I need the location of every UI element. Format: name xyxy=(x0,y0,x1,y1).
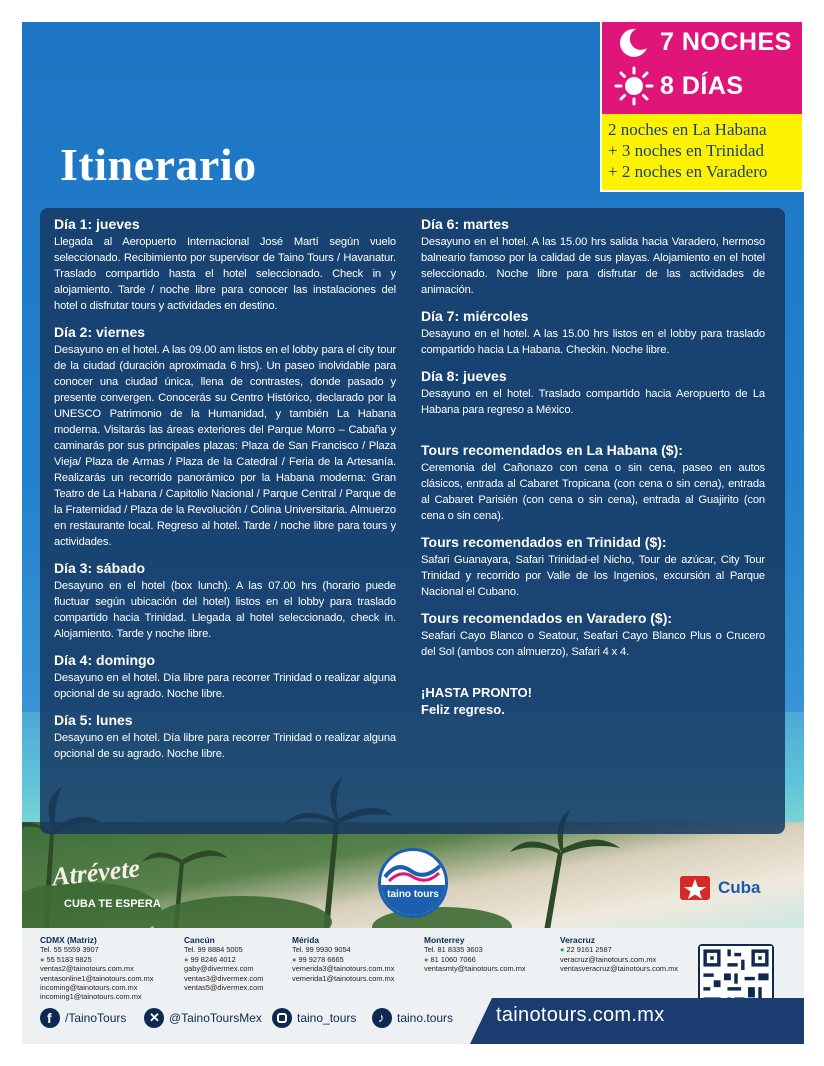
stays-panel xyxy=(602,114,802,190)
instagram-label: taino_tours xyxy=(297,1011,357,1025)
contact-email[interactable]: ventas5@divermex.com xyxy=(184,983,264,993)
contact-city: CDMX (Matriz) xyxy=(40,935,97,945)
tours-text: Seafari Cayo Blanco o Seatour, Seafari Cayo Blanco Plus o Crucero del Sol (ambos con almuerzo), Safari 4 x 4. xyxy=(421,630,765,658)
page-title: Itinerario xyxy=(60,139,257,190)
contact-email[interactable]: vemerida3@tainotours.com.mx xyxy=(292,964,395,974)
day-block xyxy=(54,324,396,550)
day-block xyxy=(54,216,396,314)
moon-icon xyxy=(616,26,650,60)
whatsapp-icon: ● xyxy=(424,954,429,964)
tours-heading: Tours recomendados en Varadero ($): xyxy=(421,610,673,626)
contact-city: Mérida xyxy=(292,935,319,945)
taino-logo-text: taino tours xyxy=(387,889,439,900)
tiktok-icon: ♪ xyxy=(372,1008,392,1028)
day-block xyxy=(421,368,765,418)
facebook-icon: f xyxy=(40,1008,60,1028)
tours-block xyxy=(421,534,765,600)
whatsapp-number xyxy=(560,945,680,954)
contact-email[interactable]: ventas3@divermex.com xyxy=(184,973,264,983)
contact-phone: Tel. 55 5559 3907 xyxy=(40,945,99,955)
star-icon xyxy=(678,870,712,904)
instagram-link[interactable] xyxy=(272,1006,356,1030)
whatsapp-text: 99 8246 4012 xyxy=(190,954,236,964)
instagram-icon xyxy=(272,1008,292,1028)
whatsapp-number xyxy=(40,955,160,964)
itinerary-panel xyxy=(40,208,785,834)
contact-merida xyxy=(292,936,412,983)
contact-cancun xyxy=(184,936,304,992)
day-text: Desayuno en el hotel. Día libre para recorrer Trinidad o realizar alguna opcional de su agrado. Noche libre. xyxy=(54,672,396,700)
x-link[interactable] xyxy=(144,1006,262,1030)
day-heading: Día 5: lunes xyxy=(54,712,133,728)
stay-line: + 2 noches en Varadero xyxy=(608,162,768,181)
contact-phone: Tel. 99 8884 5005 xyxy=(184,945,243,955)
tours-block xyxy=(421,442,765,524)
contact-email[interactable]: vemerida1@tainotours.com.mx xyxy=(292,973,395,983)
whatsapp-icon: ● xyxy=(184,954,189,964)
whatsapp-text: 99 9278 6665 xyxy=(298,954,344,964)
contact-city: Cancún xyxy=(184,935,215,945)
nights-days-panel xyxy=(602,22,802,114)
website-link[interactable]: tainotours.com.mx xyxy=(496,1004,665,1026)
atrevete-script: Atrévete xyxy=(50,853,142,892)
day-block xyxy=(421,216,765,298)
contact-cdmx xyxy=(40,936,160,1002)
day-heading: Día 1: jueves xyxy=(54,216,140,232)
tours-heading: Tours recomendados en La Habana ($): xyxy=(421,442,683,458)
contact-phone: Tel. 99 9930 9054 xyxy=(292,945,351,955)
whatsapp-number xyxy=(292,955,412,964)
days-label: 8 DÍAS xyxy=(660,72,744,100)
tiktok-link[interactable] xyxy=(372,1006,453,1030)
contact-footer xyxy=(22,928,804,1044)
whatsapp-text: 55 5183 9825 xyxy=(46,954,92,964)
sun-icon xyxy=(614,66,654,106)
whatsapp-text: 81 1060 7066 xyxy=(430,954,476,964)
contact-email[interactable]: ventasveracruz@tainotours.com.mx xyxy=(560,964,678,974)
day-heading: Día 3: sábado xyxy=(54,560,146,576)
contact-city: Veracruz xyxy=(560,935,595,945)
tours-heading: Tours recomendados en Trinidad ($): xyxy=(421,534,667,550)
stay-line: 2 noches en La Habana xyxy=(608,120,767,139)
itinerary-left-column xyxy=(54,216,396,772)
nights-label: 7 NOCHES xyxy=(660,28,792,56)
day-heading: Día 4: domingo xyxy=(54,652,156,668)
closing-line: ¡HASTA PRONTO! xyxy=(421,685,532,700)
day-text: Desayuno en el hotel. A las 15.00 hrs salida hacia Varadero, hermoso balneario famoso por la calidad de sus playas. Alojamiento en el hotel seleccionado. Noche libre para disfrutar de las actividades de animación. xyxy=(421,236,765,296)
tiktok-label: taino.tours xyxy=(397,1011,454,1025)
tours-block xyxy=(421,610,765,660)
whatsapp-icon: ● xyxy=(560,945,565,955)
x-label: @TainoToursMex xyxy=(169,1011,262,1025)
contact-email[interactable]: ventasmty@tainotours.com.mx xyxy=(424,964,526,974)
facebook-label: /TainoTours xyxy=(65,1011,127,1025)
taino-tours-logo xyxy=(378,848,448,918)
x-icon: ✕ xyxy=(144,1008,164,1028)
whatsapp-number xyxy=(184,955,304,964)
contact-phone: Tel. 81 8335 3603 xyxy=(424,945,483,955)
cuba-logo xyxy=(678,870,774,906)
whatsapp-text: 22 9161 2587 xyxy=(566,945,612,955)
day-heading: Día 8: jueves xyxy=(421,368,507,384)
contact-email[interactable]: ventas2@tainotours.com.mx xyxy=(40,964,134,974)
contact-monterrey xyxy=(424,936,544,974)
tours-text: Ceremonia del Cañonazo con cena o sin cena, paseo en autos clásicos, entrada al Cabaret Tropicana (con cena o sin cena), entrada al Cabaret Parisién (con cena o sin cena), entrada al Guajirito (con cena o sin cena). xyxy=(421,462,765,522)
day-text: Desayuno en el hotel (box lunch). A las 07.00 hrs (horario puede fluctuar según ubicación del hotel) listos en el lobby para traslado compartido hacia Trinidad. Llegada al hotel seleccionado, check in. Alojamiento. Tarde y noche libre. xyxy=(54,580,396,640)
whatsapp-number xyxy=(424,955,544,964)
contact-city: Monterrey xyxy=(424,935,465,945)
day-heading: Día 6: martes xyxy=(421,216,509,232)
contact-veracruz xyxy=(560,936,680,974)
flyer-page xyxy=(22,22,804,1044)
day-block xyxy=(54,560,396,642)
day-block xyxy=(54,652,396,702)
day-text: Llegada al Aeropuerto Internacional José Martí según vuelo seleccionado. Recibimiento por supervisor de Taino Tours / Havanatur. Traslado compartido hasta el hotel seleccionado. Check in y alojamiento. Tarde / noche libre para conocer las instalaciones del hotel o disfrutar tours y actividades en destino. xyxy=(54,236,396,312)
atrevete-logo xyxy=(44,850,174,920)
contact-email[interactable]: incoming@tainotours.com.mx xyxy=(40,983,138,993)
facebook-link[interactable] xyxy=(40,1006,126,1030)
day-text: Desayuno en el hotel. Traslado compartido hacia Aeropuerto de La Habana para regreso a México. xyxy=(421,388,765,416)
contact-email[interactable]: veracruz@tainotours.com.mx xyxy=(560,954,657,964)
day-text: Desayuno en el hotel. A las 09.00 am listos en el lobby para el city tour de la ciudad (duración aproximada 6 hrs). Un paseo inolvidable para conocer una ciudad única, llena de contrastes, donde pasado y presente convergen. Conocerás su Centro Histórico, declarado por la UNESCO Patrimonio de la Humanidad, y también La Habana moderna. Visitarás las áreas exteriores del Parque Morro – Cabaña y caminarás por sus principales plazas: Plaza de San Francisco / Plaza Vieja/ Plaza de Armas / Plaza de la Catedral / Feria de la Artesanía. Realizarás un recorrido panorámico por la Habana moderna: Gran Teatro de La Habana / Capitolio Nacional / Parque Central / Parque de la Fraternidad / Plaza de la Revolución / Colina Universitaria. Almuerzo en restaurante local. Regreso al hotel. Tarde / noche libre para tours y actividades. xyxy=(54,344,396,548)
contact-email[interactable]: gaby@divermex.com xyxy=(184,964,254,974)
tours-text: Safari Guanayara, Safari Trinidad-el Nicho, Tour de azúcar, City Tour Trinidad y recorrido por Valle de los Ingenios, excursión al Parque Nacional el Cubano. xyxy=(421,554,765,598)
atrevete-tagline: CUBA TE ESPERA xyxy=(64,898,161,910)
whatsapp-icon: ● xyxy=(292,954,297,964)
day-heading: Día 2: viernes xyxy=(54,324,146,340)
day-heading: Día 7: miércoles xyxy=(421,308,529,324)
whatsapp-icon: ● xyxy=(40,954,45,964)
day-block xyxy=(421,308,765,358)
stay-line: + 3 noches en Trinidad xyxy=(608,141,764,160)
cuba-logo-text: Cuba xyxy=(718,878,761,897)
duration-badge xyxy=(600,22,804,192)
day-text: Desayuno en el hotel. Día libre para recorrer Trinidad o realizar alguna opcional de su agrado. Noche libre. xyxy=(54,732,396,760)
contact-email[interactable]: incoming1@tainotours.com.mx xyxy=(40,992,142,1002)
closing-line: Feliz regreso. xyxy=(421,702,505,717)
day-block xyxy=(54,712,396,762)
itinerary-right-column xyxy=(421,216,765,718)
contact-email[interactable]: ventasonline1@tainotours.com.mx xyxy=(40,973,154,983)
day-text: Desayuno en el hotel. A las 15.00 hrs listos en el lobby para traslado compartido hacia La Habana. Checkin. Noche libre. xyxy=(421,328,765,356)
wave-icon xyxy=(381,857,445,883)
